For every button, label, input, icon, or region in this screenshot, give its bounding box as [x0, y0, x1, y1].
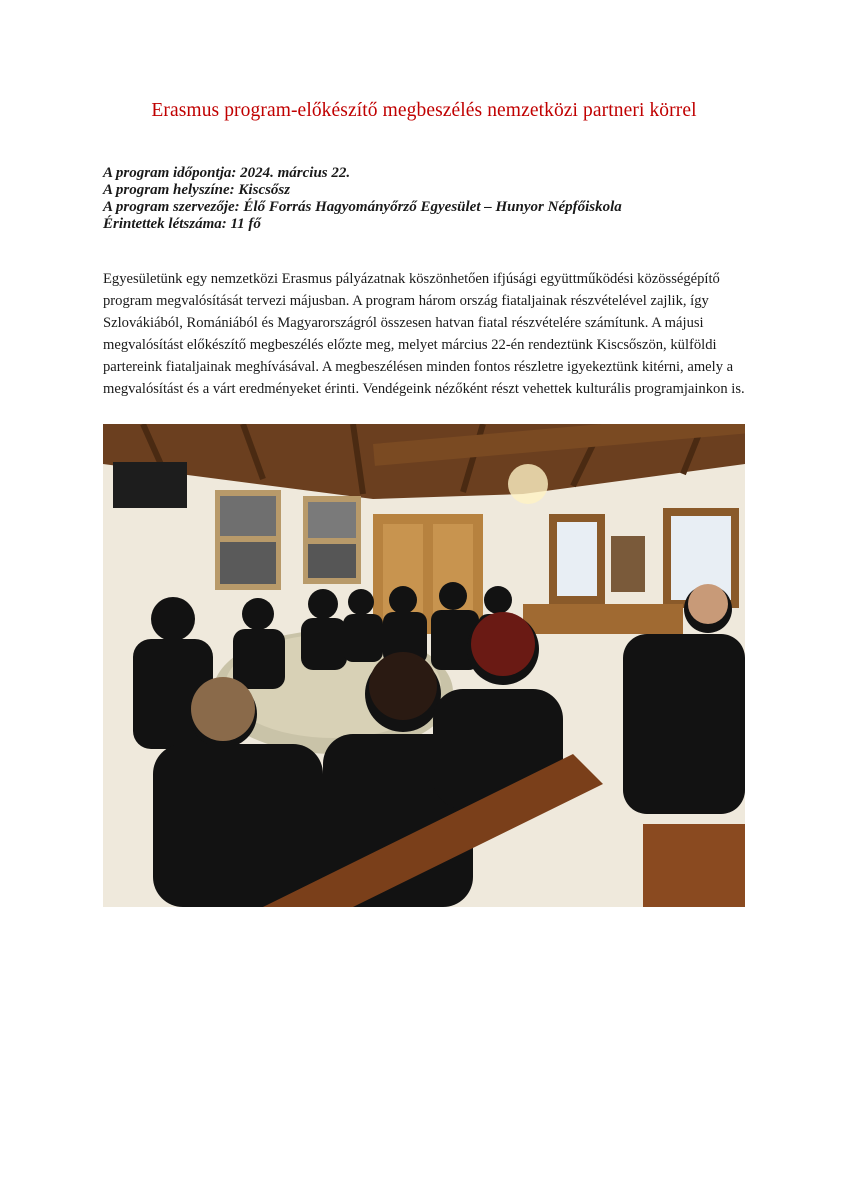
program-info	[103, 165, 753, 233]
page-title: Erasmus program-előkészítő megbeszélés nemzetközi partneri körrel	[151, 100, 697, 121]
body-paragraph: Egyesületünk egy nemzetközi Erasmus pályázatnak köszönhetően ifjúsági együttműködési közösségépítő program megvalósítását tervezi májusban. A program három ország fiataljainak részvételével zajlik, így Szlovákiából, Romániából és Magyarországról összesen hatvan fiatal részvételére számítunk. A májusi megvalósítást előkészítő megbeszélés előzte meg, melyet március 22-én rendeztünk Kiscsőszön, külföldi partereink fiataljainak meghívásával. A megbeszélésen minden fontos részletre igyekeztünk kitérni, amely a megvalósítást és a várt eredményeket érinti. Vendégeink nézőként részt vehettek kulturális programjainkon is.	[103, 271, 745, 397]
meeting-photo	[103, 424, 745, 907]
program-date: A program időpontja: 2024. március 22.	[103, 165, 351, 181]
participant-count: Érintettek létszáma: 11 fő	[103, 216, 261, 232]
program-location: A program helyszíne: Kiscsősz	[103, 182, 291, 198]
program-organizer: A program szervezője: Élő Forrás Hagyományőrző Egyesület – Hunyor Népfőiskola	[103, 199, 622, 215]
